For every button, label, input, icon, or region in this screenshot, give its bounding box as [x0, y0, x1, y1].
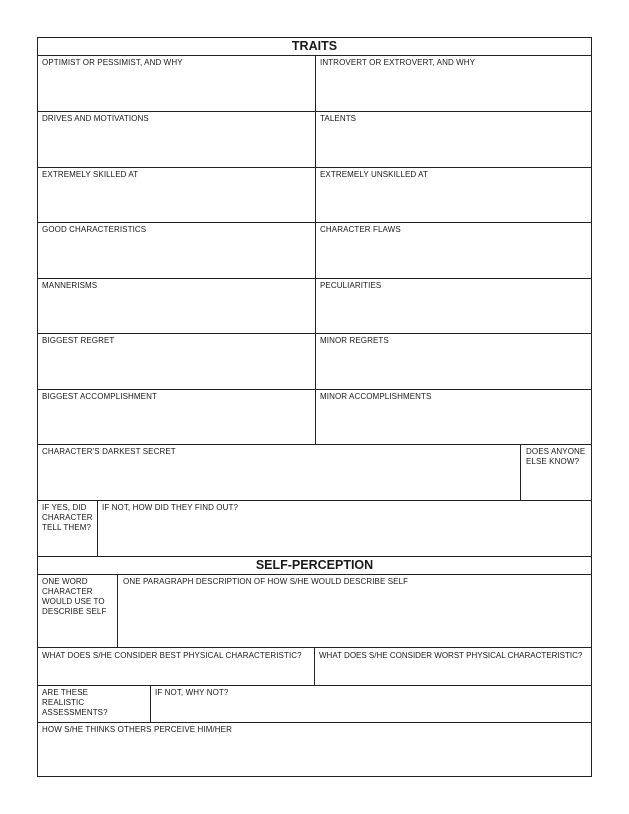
- darkest-secret-field[interactable]: [38, 445, 520, 500]
- field-label: IF YES, DID CHARACTER TELL THEM?: [42, 503, 93, 532]
- field-label: BIGGEST REGRET: [42, 336, 115, 345]
- best-physical-field[interactable]: [38, 648, 314, 685]
- traits-heading: TRAITS: [291, 39, 338, 53]
- field-label: DRIVES AND MOTIVATIONS: [42, 114, 149, 123]
- peculiarities-field[interactable]: [316, 279, 591, 334]
- if-not-found-out-field[interactable]: [98, 501, 591, 556]
- extremely-skilled-field[interactable]: [38, 168, 315, 223]
- field-label: ONE PARAGRAPH DESCRIPTION OF HOW S/HE WOULD DESCRIBE SELF: [123, 577, 409, 586]
- field-label: IF NOT, HOW DID THEY FIND OUT?: [102, 503, 239, 512]
- field-label: ONE WORD CHARACTER WOULD USE TO DESCRIBE SELF: [42, 577, 107, 616]
- field-label: HOW S/HE THINKS OTHERS PERCEIVE HIM/HER: [42, 725, 232, 734]
- field-label: WHAT DOES S/HE CONSIDER WORST PHYSICAL CHARACTERISTIC?: [319, 651, 583, 660]
- self-perception-heading: SELF-PERCEPTION: [255, 558, 374, 572]
- if-yes-field[interactable]: [38, 501, 97, 556]
- field-label: BIGGEST ACCOMPLISHMENT: [42, 392, 157, 401]
- field-label: WHAT DOES S/HE CONSIDER BEST PHYSICAL CHARACTERISTIC?: [42, 651, 302, 660]
- introvert-extrovert-field[interactable]: [316, 56, 591, 111]
- field-label: OPTIMIST OR PESSIMIST, AND WHY: [42, 58, 183, 67]
- field-label: ARE THESE REALISTIC ASSESSMENTS?: [42, 688, 108, 717]
- field-label: CHARACTER'S DARKEST SECRET: [42, 447, 176, 456]
- one-paragraph-field[interactable]: [118, 575, 591, 647]
- minor-accomplishments-field[interactable]: [316, 390, 591, 445]
- biggest-accomplishment-field[interactable]: [38, 390, 315, 445]
- field-label: DOES ANYONE ELSE KNOW?: [526, 447, 586, 466]
- optimist-pessimist-field[interactable]: [38, 56, 315, 111]
- biggest-regret-field[interactable]: [38, 334, 315, 389]
- field-label: MINOR REGRETS: [320, 336, 389, 345]
- character-flaws-field[interactable]: [316, 223, 591, 278]
- extremely-unskilled-field[interactable]: [316, 168, 591, 223]
- minor-regrets-field[interactable]: [316, 334, 591, 389]
- field-label: EXTREMELY SKILLED AT: [42, 170, 139, 179]
- field-label: PECULIARITIES: [320, 281, 382, 290]
- field-label: IF NOT, WHY NOT?: [155, 688, 229, 697]
- field-label: CHARACTER FLAWS: [320, 225, 401, 234]
- field-label: TALENTS: [320, 114, 357, 123]
- field-label: EXTREMELY UNSKILLED AT: [320, 170, 429, 179]
- others-perceive-field[interactable]: [38, 723, 591, 776]
- field-label: MINOR ACCOMPLISHMENTS: [320, 392, 432, 401]
- realistic-assessments-field[interactable]: [38, 686, 150, 722]
- talents-field[interactable]: [316, 112, 591, 167]
- drives-motivations-field[interactable]: [38, 112, 315, 167]
- worst-physical-field[interactable]: [315, 648, 591, 685]
- if-not-why-field[interactable]: [151, 686, 591, 722]
- field-label: INTROVERT OR EXTROVERT, AND WHY: [320, 58, 476, 67]
- field-label: GOOD CHARACTERISTICS: [42, 225, 147, 234]
- good-characteristics-field[interactable]: [38, 223, 315, 278]
- field-label: MANNERISMS: [42, 281, 98, 290]
- one-word-field[interactable]: [38, 575, 117, 647]
- character-traits-form: [37, 37, 592, 777]
- anyone-know-field[interactable]: [521, 445, 591, 500]
- mannerisms-field[interactable]: [38, 279, 315, 334]
